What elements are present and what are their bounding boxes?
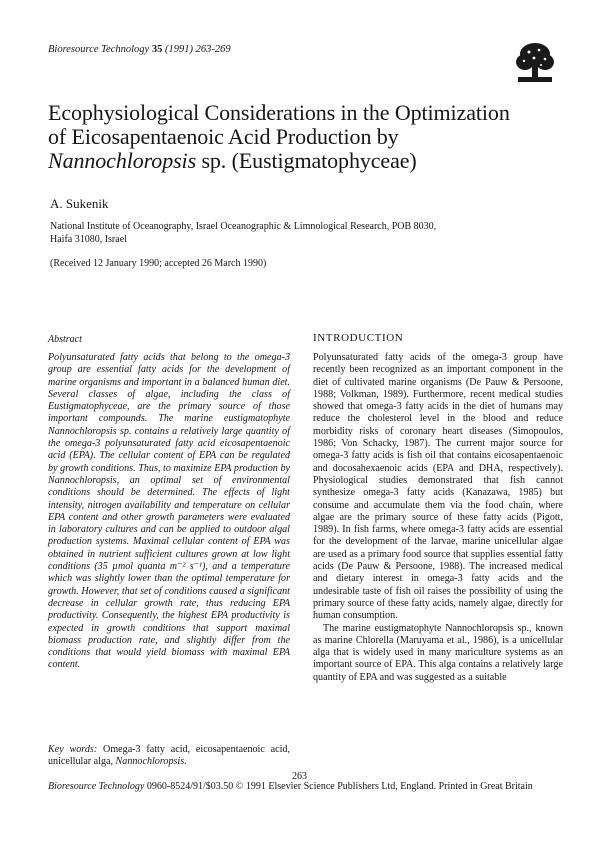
title-line-2: of Eicosapentaenoic Acid Production by [48,124,399,149]
journal-volume: 35 [151,44,163,55]
journal-reference [48,44,231,55]
author-name: A. Sukenik [50,196,109,211]
title-line-3 [48,149,568,173]
paper-title [48,101,568,173]
affiliation-line-1: National Institute of Oceanography, Israel Oceanographic & Limnological Research, POB 8030, [50,221,437,232]
title-line-1: Ecophysiological Considerations in the Optimization [48,100,510,125]
keywords-genus: Nannochloropsis [115,756,185,768]
elsevier-tree-logo-icon [512,40,558,86]
abstract-paragraph: Polyunsaturated fatty acids that belong to the omega-3 group are essential fatty acids for the development of marine organisms and important in a balanced human diet. Several classes of algae, including the class of Eustigmatophyceae, are the primary source of those important compounds. The marine eustigmatophyte Nannochloropsis sp. contains a relatively large quantity of the omega-3 polyunsaturated fatty acid eicosapentaenoic acid (EPA). The cellular content of EPA can be regulated by growth conditions. Thus, to maximize EPA production by Nannochloropsis, an optimal set of environmental conditions should be determined. The effects of light intensity, nitrogen availability and temperature on cellular EPA content and other growth parameters were evaluated in laboratory cultures and can be applied to outdoor algal production systems. Maximal cellular content of EPA was obtained in nutrient sufficient cultures grown at low light conditions (35 µmol quanta m⁻² s⁻¹), and a temperature which was slightly lower than the optimal temperature for growth. However, that set of conditions caused a significant decrease in cellular growth rate, thus reducing EPA productivity. Consequently, the highest EPA productivity is expected in growth conditions that support maximal biomass production rate, and slightly differ from the conditions that would yield biomass with maximal EPA content. [48,352,290,671]
introduction-heading: INTRODUCTION [313,332,404,344]
introduction-text [313,352,563,684]
keywords-end: . [184,756,187,768]
keywords-text: Omega-3 fatty acid, eicosapentaenoic acid, unicellular alga, [48,744,291,768]
footer-rest: 0960-8524/91/$03.50 © 1991 Elsevier Science Publishers Ltd, England. Printed in Great Britain [144,781,533,792]
introduction-paragraph-2: The marine eustigmatophyte Nannochloropsis sp., known as marine Chlorella (Maruyama et al., 1986), is a unicellular alga that is widely used in many mariculture systems as an important source of EPA. This alga contains a relatively large quantity of EPA and was suggested as a suitable [313,622,563,683]
footer-journal: Bioresource Technology [48,781,145,792]
journal-name: Bioresource Technology [48,44,150,55]
introduction-paragraph-1: Polyunsaturated fatty acids of the omega-3 group have recently been recognized as an important component in the diet of cultivated marine organisms (De Pauw & Persoone, 1988; Volkman, 1989). Furthermore, recent medical studies showed that omega-3 fatty acids in the diet of humans may reduce the cholesterol level in the blood and reduce morbidity risks of coronary heart diseases (Simopoulos, 1986; Von Schacky, 1987). The current major source for omega-3 fatty acids is fish oil that contains eicosapentaenoic and docosahexaenoic acids (EPA and DHA, respectively). Physiological studies demonstrated that fish cannot synthesize omega-3 fatty acids (Kanazawa, 1985) but consume and accumulate them via the food chain, where algae are the primary source of these fatty acids (Pigott, 1989). In fish farms, where omega-3 fatty acids are essential for the development of the larvae, marine unicellular algae are used as a primary food source that supplies essential fatty acids (De Pauw & Persoone, 1988). The increased medical and dietary interest in omega-3 fatty acids and the undesirable taste of fish oil raises the possibility of using the primary source of these fatty acids, namely algae, directly for human consumption. [313,352,563,622]
keywords [48,744,290,769]
abstract-heading: Abstract [48,334,82,345]
title-genus: Nannochloropsis [48,148,197,173]
page-number: 263 [292,771,307,782]
keywords-label: Key words: [48,744,98,755]
received-dates: (Received 12 January 1990; accepted 26 March 1990) [50,258,267,269]
title-line-3-rest: sp. (Eustigmatophyceae) [196,148,417,173]
affiliation-line-2: Haifa 31080, Israel [50,233,127,245]
abstract-text [48,352,290,672]
journal-year-pages: (1991) 263-269 [164,44,231,55]
footer-copyright [48,781,566,793]
author-affiliation [50,221,490,246]
